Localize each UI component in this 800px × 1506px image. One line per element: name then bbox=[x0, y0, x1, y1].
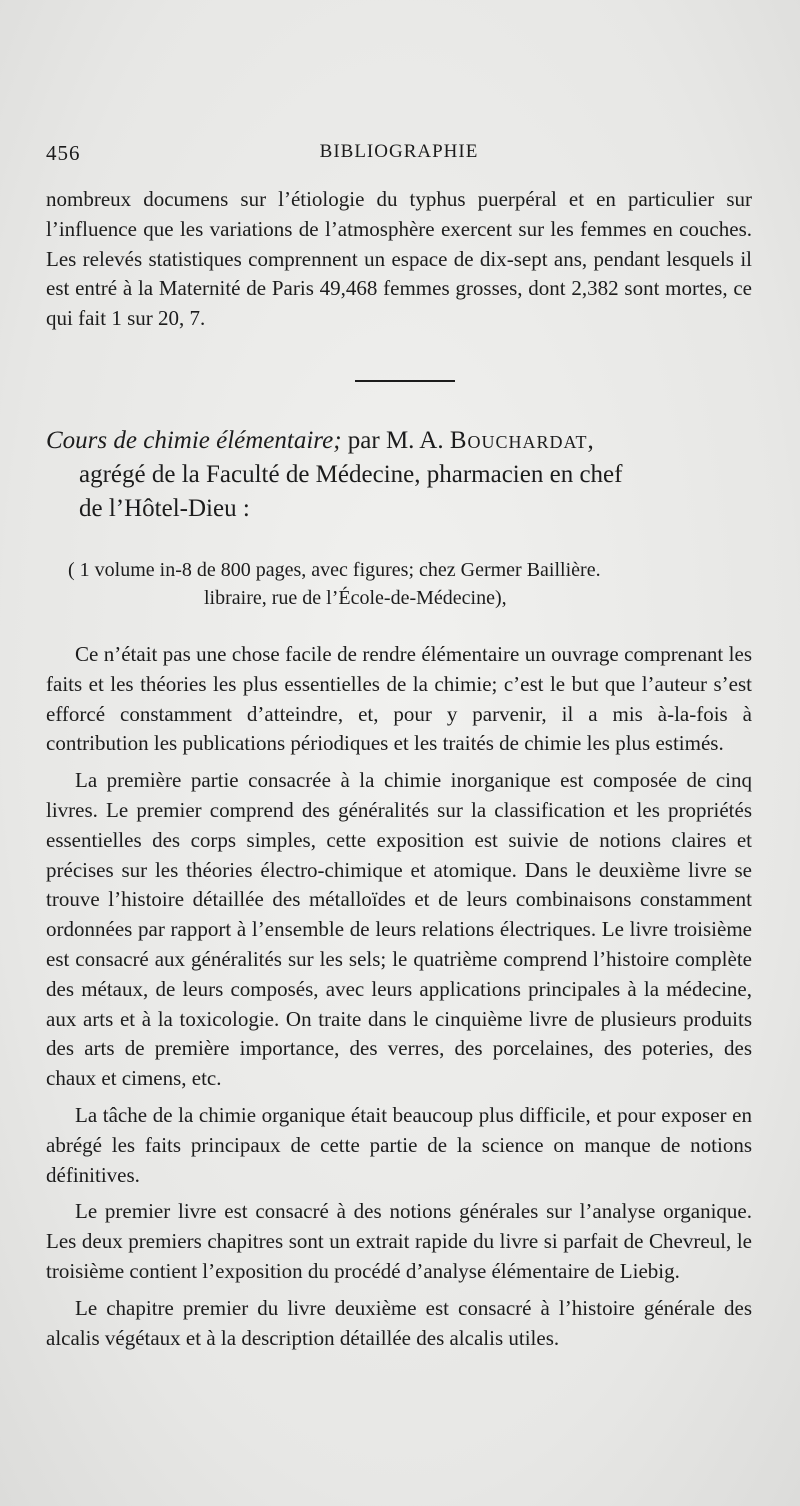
work-title: Cours de chimie élémentaire; bbox=[46, 427, 342, 454]
publication-info-line-1: ( 1 volume in-8 de 800 pages, avec figures; chez Germer Baillière. bbox=[68, 559, 601, 581]
title-by: par M. A. bbox=[347, 427, 444, 454]
title-line-1 bbox=[46, 424, 766, 458]
body-paragraph: La tâche de la chimie organique était beaucoup plus difficile, et pour exposer en abrégé les faits principaux de cette partie de la science on manque de notions définitives. bbox=[46, 1102, 752, 1187]
title-line-2: agrégé de la Faculté de Médecine, pharmacien en chef bbox=[79, 461, 623, 488]
publication-info-line-2: libraire, rue de l’École-de-Médecine), bbox=[204, 587, 507, 609]
body-paragraph: Ce n’était pas une chose facile de rendre élémentaire un ouvrage comprenant les faits et les théories les plus essentielles de la chimie; c’est le but que l’auteur s’est efforcé constamment d’atteindre, et, pour y parvenir, il a mis à-la-fois à contribution les publications périodiques et les traités de chimie les plus estimés. bbox=[46, 642, 752, 756]
page-header bbox=[46, 141, 752, 171]
page-number: 456 bbox=[46, 141, 81, 165]
intro-paragraph: nombreux documens sur l’étiologie du typhus puerpéral et en particulier sur l’influence que les variations de l’atmosphère exercent sur les femmes en couches. Les relevés statistiques comprennent un espace de dix-sept ans, pendant lesquels il est entré à la Maternité de Paris 49,468 femmes grosses, dont 2,382 sont mortes, ce qui fait 1 sur 20, 7. bbox=[46, 187, 752, 331]
body-paragraph: La première partie consacrée à la chimie inorganique est composée de cinq livres. Le premier comprend des généralités sur la classification et les propriétés essentielles des corps simples, cette exposition est suivie de notions claires et précises sur les théories électro-chimique et atomique. Dans le deuxième livre se trouve l’histoire détaillée des métalloïdes et de leurs combinaisons constamment ordonnées par rapport à l’ensemble de leurs relations électriques. Le livre troisième est consacré aux généralités sur les sels; le quatrième comprend l’histoire complète des métaux, de leurs composés, avec leurs applications principales à la médecine, aux arts et à la toxicologie. On traite dans le cinquième livre de plusieurs produits des arts de première importance, des verres, des porcelaines, des poteries, des chaux et cimens, etc. bbox=[46, 768, 752, 1091]
running-head: BIBLIOGRAPHIE bbox=[319, 141, 479, 162]
title-line-1-suffix: , bbox=[587, 427, 594, 454]
publication-info bbox=[62, 556, 762, 612]
title-author: Bouchardat bbox=[449, 427, 588, 454]
title-line-3: de l’Hôtel-Dieu : bbox=[79, 495, 250, 522]
review-title bbox=[46, 424, 766, 526]
review-body bbox=[46, 640, 752, 1360]
body-paragraph: Le chapitre premier du livre deuxième est consacré à l’histoire générale des alcalis végétaux et à la description détaillée des alcalis utiles. bbox=[46, 1295, 752, 1350]
section-divider bbox=[355, 380, 455, 382]
body-paragraph: Le premier livre est consacré à des notions générales sur l’analyse organique. Les deux premiers chapitres sont un extrait rapide du livre si parfait de Chevreul, le troisième contient l’exposition du procédé d’analyse élémentaire de Liebig. bbox=[46, 1199, 752, 1283]
